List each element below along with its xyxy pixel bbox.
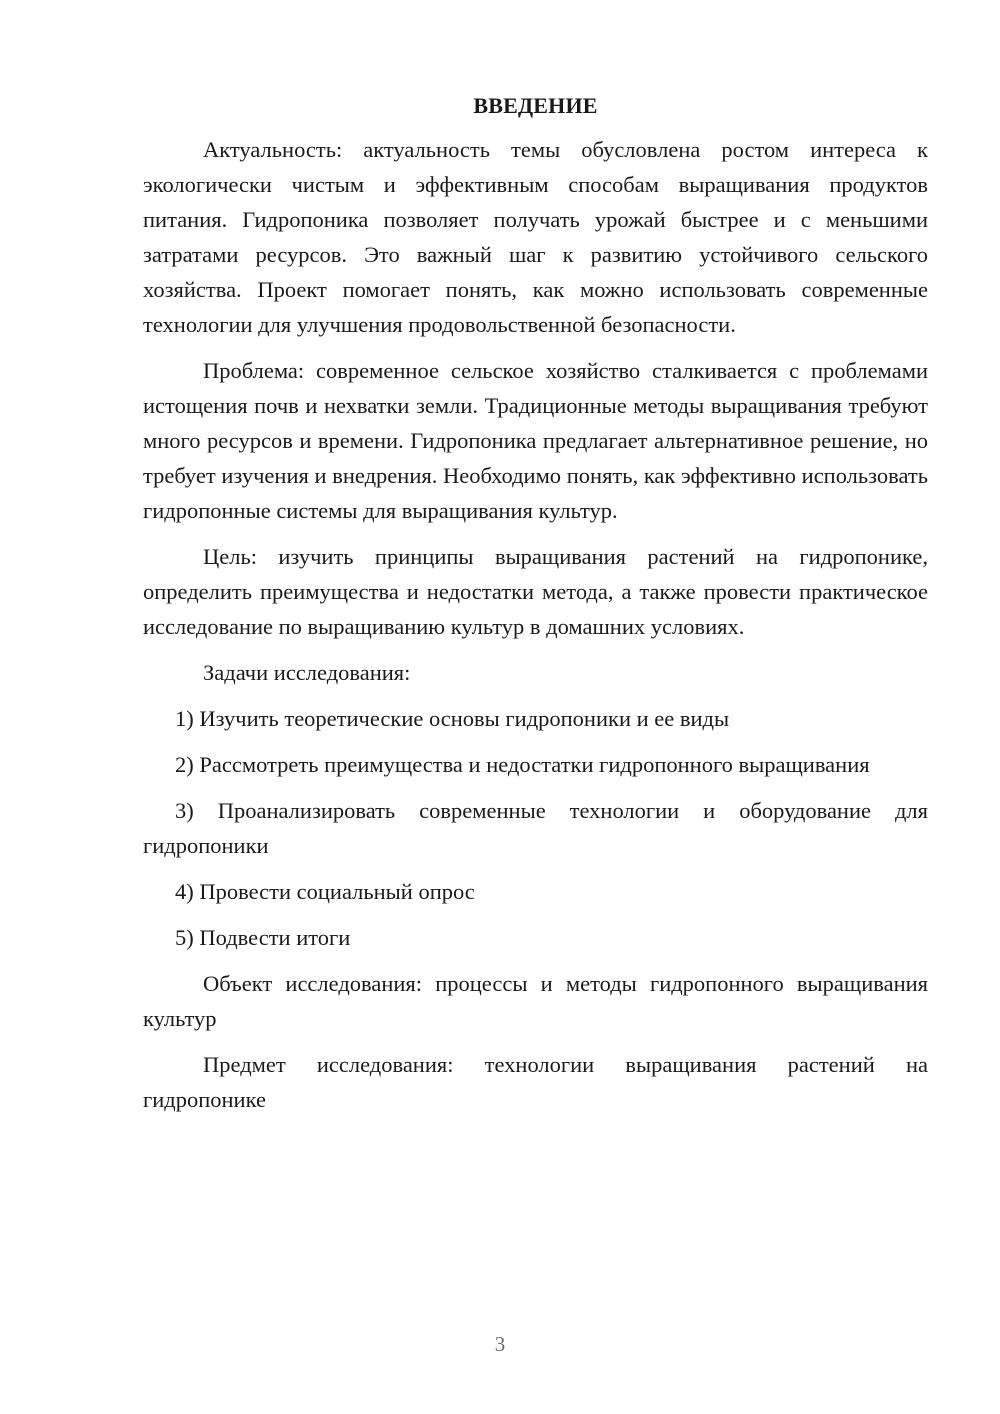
task-item: 1) Изучить теоретические основы гидропоники и ее виды	[175, 706, 730, 731]
section-title: ВВЕДЕНИЕ	[473, 93, 598, 118]
subject-paragraph: Предмет исследования: технологии выращивания растений на гидропонике	[143, 1052, 928, 1112]
goal-paragraph: Цель: изучить принципы выращивания растений на гидропонике, определить преимущества и недостатки метода, а также провести практическое исследование по выращиванию культур в домашних условиях.	[143, 544, 928, 639]
document-page	[143, 88, 928, 1128]
problem-paragraph: Проблема: современное сельское хозяйство сталкивается с проблемами истощения почв и нехватки земли. Традиционные методы выращивания требуют много ресурсов и времени. Гидропоника предлагает альтернативное решение, но требует изучения и внедрения. Необходимо понять, как эффективно использовать гидропонные системы для выращивания культур.	[143, 358, 928, 523]
object-paragraph: Объект исследования: процессы и методы гидропонного выращивания культур	[143, 971, 928, 1031]
task-item: 5) Подвести итоги	[175, 925, 351, 950]
task-item: 2) Рассмотреть преимущества и недостатки гидропонного выращивания	[175, 752, 870, 777]
task-item: 3) Проанализировать современные технологии и оборудование для гидропоники	[143, 798, 928, 858]
tasks-heading: Задачи исследования:	[203, 660, 411, 685]
task-item: 4) Провести социальный опрос	[175, 879, 475, 904]
page-number: 3	[494, 1332, 506, 1356]
relevance-paragraph: Актуальность: актуальность темы обусловлена ростом интереса к экологически чистым и эффективным способам выращивания продуктов питания. Гидропоника позволяет получать урожай быстрее и с меньшими затратами ресурсов. Это важный шаг к развитию устойчивого сельского хозяйства. Проект помогает понять, как можно использовать современные технологии для улучшения продовольственной безопасности.	[143, 137, 928, 337]
tasks-list	[143, 701, 928, 955]
